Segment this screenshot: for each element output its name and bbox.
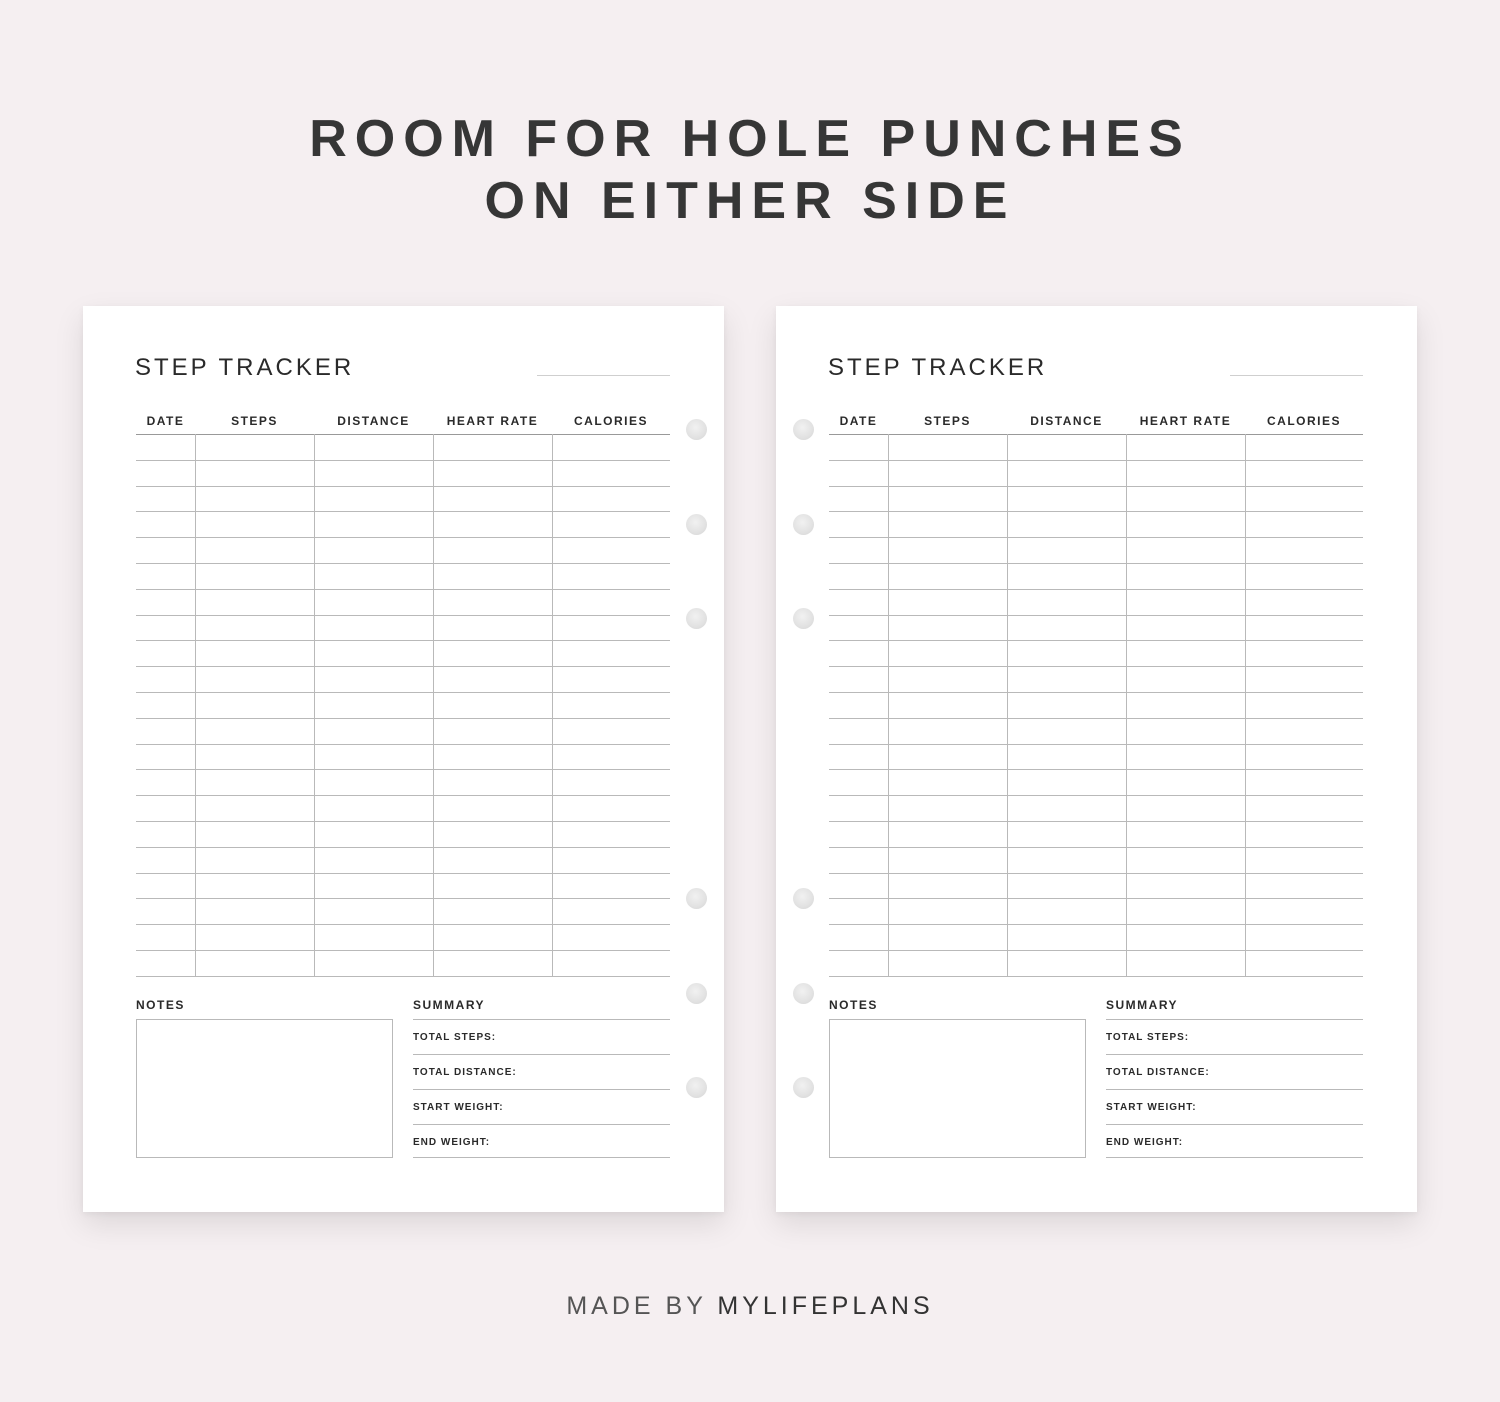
table-row-rule	[829, 563, 1363, 564]
table-row-rule	[829, 486, 1363, 487]
table-row-rule	[829, 640, 1363, 641]
column-header-date: DATE	[146, 414, 185, 428]
table-row-rule	[829, 950, 1363, 951]
footer-credit	[0, 1292, 1500, 1321]
table-row-rule	[829, 769, 1363, 770]
summary-total-steps: TOTAL STEPS:	[1106, 1019, 1363, 1054]
punch-hole-icon	[793, 1077, 814, 1098]
summary-end-weight: END WEIGHT:	[413, 1124, 670, 1159]
punch-hole-icon	[686, 514, 707, 535]
summary-start-weight: START WEIGHT:	[1106, 1089, 1363, 1124]
table-row-rule	[136, 898, 670, 899]
column-header-steps: STEPS	[231, 414, 278, 428]
table-row-rule	[136, 976, 670, 977]
table-row-rule	[136, 589, 670, 590]
table-row-rule	[829, 718, 1363, 719]
title-blank-line	[1230, 375, 1363, 376]
summary-total-distance: TOTAL DISTANCE:	[413, 1054, 670, 1089]
table-row-rule	[136, 718, 670, 719]
summary-label: SUMMARY	[1106, 998, 1179, 1012]
table-row-rule	[829, 821, 1363, 822]
column-header-steps: STEPS	[924, 414, 971, 428]
table-row-rule	[829, 873, 1363, 874]
table-column-rule	[314, 434, 315, 976]
planner-sheet-left	[83, 306, 724, 1212]
column-header-distance: DISTANCE	[1030, 414, 1103, 428]
summary-end-weight: END WEIGHT:	[1106, 1124, 1363, 1159]
table-column-rule	[1245, 434, 1246, 976]
table-row-rule	[136, 873, 670, 874]
table-row-rule	[829, 537, 1363, 538]
table-row-rule	[829, 460, 1363, 461]
table-row-rule	[136, 537, 670, 538]
table-row-rule	[136, 615, 670, 616]
footer-brand: MYLIFEPLANS	[717, 1292, 934, 1320]
headline	[0, 108, 1500, 232]
notes-label: NOTES	[829, 998, 878, 1012]
summary-label: SUMMARY	[413, 998, 486, 1012]
planner-sheet-right	[776, 306, 1417, 1212]
table-row-rule	[829, 511, 1363, 512]
table-row-rule	[136, 511, 670, 512]
table-row-rule	[136, 666, 670, 667]
footer-prefix: MADE BY	[566, 1292, 718, 1320]
table-row-rule	[829, 795, 1363, 796]
table-row-rule	[136, 769, 670, 770]
sheet-title: STEP TRACKER	[135, 354, 355, 381]
tracker-table	[829, 434, 1363, 976]
summary-bottom-rule	[413, 1157, 670, 1158]
summary-bottom-rule	[1106, 1157, 1363, 1158]
column-header-distance: DISTANCE	[337, 414, 410, 428]
table-row-rule	[829, 847, 1363, 848]
table-row-rule	[136, 563, 670, 564]
table-row-rule	[829, 924, 1363, 925]
punch-hole-icon	[686, 608, 707, 629]
table-header-rule	[829, 434, 1363, 435]
title-blank-line	[537, 375, 670, 376]
table-row-rule	[136, 795, 670, 796]
table-row-rule	[136, 924, 670, 925]
column-header-date: DATE	[839, 414, 878, 428]
table-row-rule	[136, 847, 670, 848]
table-row-rule	[829, 589, 1363, 590]
notes-label: NOTES	[136, 998, 185, 1012]
table-row-rule	[829, 744, 1363, 745]
punch-hole-icon	[686, 1077, 707, 1098]
notes-box	[136, 1019, 393, 1158]
punch-hole-icon	[793, 514, 814, 535]
notes-box	[829, 1019, 1086, 1158]
punch-hole-icon	[793, 888, 814, 909]
table-row-rule	[829, 666, 1363, 667]
punch-hole-icon	[686, 419, 707, 440]
punch-hole-icon	[793, 983, 814, 1004]
table-column-rule	[433, 434, 434, 976]
summary-start-weight: START WEIGHT:	[413, 1089, 670, 1124]
table-row-rule	[136, 950, 670, 951]
punch-hole-icon	[793, 608, 814, 629]
table-column-rule	[1007, 434, 1008, 976]
column-header-heart-rate: HEART RATE	[1139, 414, 1232, 428]
table-row-rule	[829, 976, 1363, 977]
table-column-rule	[888, 434, 889, 976]
table-row-rule	[136, 821, 670, 822]
table-row-rule	[136, 460, 670, 461]
column-header-heart-rate: HEART RATE	[446, 414, 539, 428]
headline-line-2: ON EITHER SIDE	[484, 172, 1016, 230]
table-row-rule	[829, 898, 1363, 899]
column-header-calories: CALORIES	[1266, 414, 1341, 428]
table-row-rule	[829, 615, 1363, 616]
table-row-rule	[829, 692, 1363, 693]
sheet-title: STEP TRACKER	[828, 354, 1048, 381]
table-row-rule	[136, 692, 670, 693]
punch-hole-icon	[686, 983, 707, 1004]
summary-total-distance: TOTAL DISTANCE:	[1106, 1054, 1363, 1089]
table-row-rule	[136, 744, 670, 745]
summary-total-steps: TOTAL STEPS:	[413, 1019, 670, 1054]
punch-hole-icon	[793, 419, 814, 440]
tracker-table	[136, 434, 670, 976]
table-column-rule	[1126, 434, 1127, 976]
table-row-rule	[136, 486, 670, 487]
table-column-rule	[195, 434, 196, 976]
column-header-calories: CALORIES	[573, 414, 648, 428]
punch-hole-icon	[686, 888, 707, 909]
table-column-rule	[552, 434, 553, 976]
table-row-rule	[136, 640, 670, 641]
headline-line-1: ROOM FOR HOLE PUNCHES	[309, 110, 1191, 168]
table-header-rule	[136, 434, 670, 435]
